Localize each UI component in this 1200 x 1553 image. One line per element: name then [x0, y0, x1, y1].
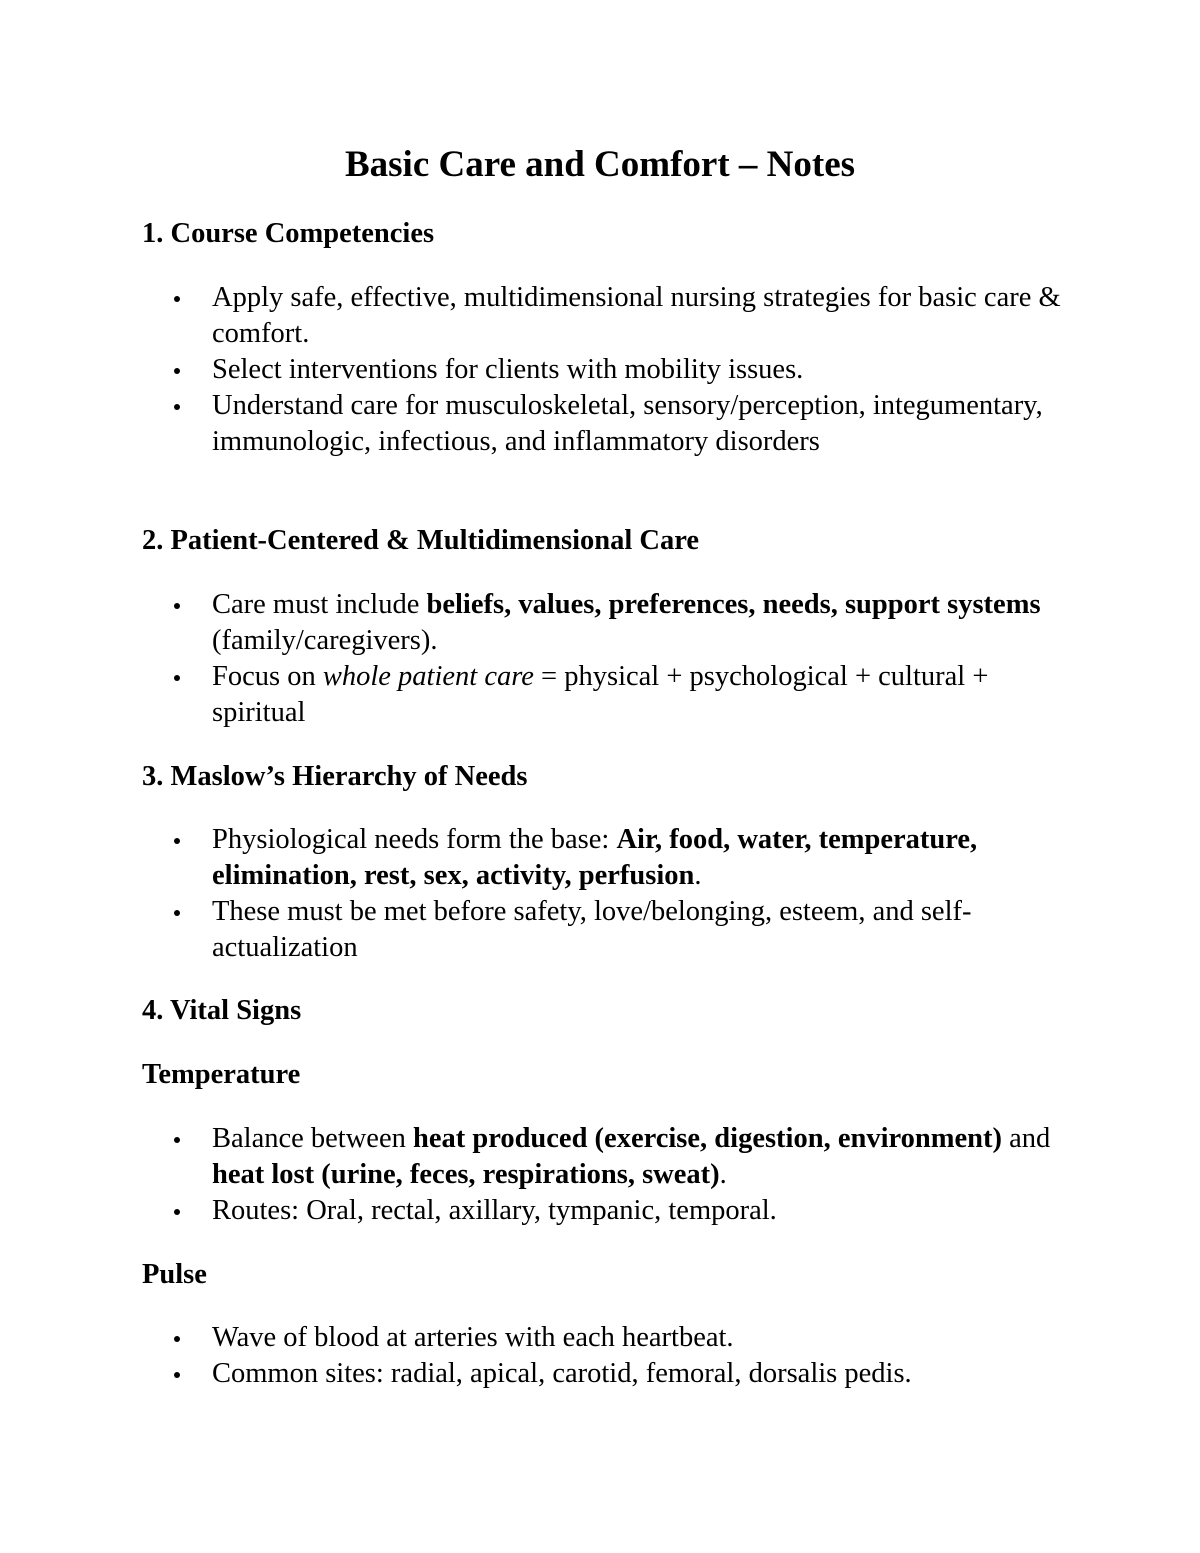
- bullet-text-part: Focus on: [212, 661, 323, 692]
- document-title: Basic Care and Comfort – Notes: [344, 144, 856, 185]
- bullet-icon: [174, 368, 180, 374]
- bullet-text-part: .: [719, 1159, 727, 1190]
- list-item: [172, 1193, 1072, 1229]
- bullet-text-part: Care must include: [212, 589, 427, 620]
- list-item: [172, 280, 1072, 352]
- bullet-text: [212, 589, 1041, 656]
- list-item: [172, 894, 1072, 966]
- list-item: [172, 1356, 1072, 1392]
- bullet-text: Common sites: radial, apical, carotid, femoral, dorsalis pedis.: [212, 1358, 912, 1389]
- bullet-text-bold: heat lost (urine, feces, respirations, sweat): [212, 1159, 720, 1190]
- bullet-text: Apply safe, effective, multidimensional nursing strategies for basic care & comfort.: [212, 282, 1061, 349]
- bullet-text: Wave of blood at arteries with each heartbeat.: [212, 1322, 734, 1353]
- bullet-text-bold: beliefs, values, preferences, needs, support systems: [426, 589, 1041, 620]
- bullet-icon: [174, 404, 180, 410]
- bullet-text: [212, 1123, 1050, 1190]
- bullet-text: Understand care for musculoskeletal, sensory/perception, integumentary, immunologic, infectious, and inflammatory disorders: [212, 390, 1043, 457]
- temperature-list: [172, 1121, 1072, 1229]
- section-heading-course-competencies: 1. Course Competencies: [142, 218, 435, 249]
- bullet-icon: [174, 838, 180, 844]
- section-heading-vital-signs: 4. Vital Signs: [142, 995, 302, 1026]
- bullet-text: Select interventions for clients with mobility issues.: [212, 354, 804, 385]
- list-item: [172, 1320, 1072, 1356]
- bullet-icon: [174, 1372, 180, 1378]
- bullet-text: [212, 661, 988, 728]
- bullet-text-part: (family/caregivers).: [212, 625, 438, 656]
- subheading-pulse: Pulse: [142, 1259, 207, 1290]
- bullet-text-bold: heat produced (exercise, digestion, environment): [412, 1123, 1002, 1154]
- bullet-text-part: .: [694, 860, 702, 891]
- bullet-text: Routes: Oral, rectal, axillary, tympanic, temporal.: [212, 1195, 777, 1226]
- bullet-text-part: = physical + psychological + cultural + spiritual: [212, 661, 989, 728]
- section-heading-maslow: 3. Maslow’s Hierarchy of Needs: [142, 761, 528, 792]
- patient-centered-care-list: [172, 587, 1072, 731]
- bullet-text-part: Balance between: [212, 1123, 413, 1154]
- list-item: [172, 1121, 1072, 1193]
- section-heading-patient-centered-care: 2. Patient-Centered & Multidimensional Care: [142, 525, 700, 556]
- bullet-text: [212, 824, 977, 891]
- bullet-text-bold: Air, food, water, temperature, elimination, rest, sex, activity, perfusion: [212, 824, 978, 891]
- list-item: [172, 352, 1072, 388]
- bullet-icon: [174, 910, 180, 916]
- subheading-temperature: Temperature: [142, 1059, 301, 1090]
- bullet-icon: [174, 1336, 180, 1342]
- bullet-text-part: and: [1001, 1123, 1051, 1154]
- course-competencies-list: [172, 280, 1072, 460]
- bullet-text-italic: whole patient care: [322, 661, 534, 692]
- bullet-text-part: Physiological needs form the base:: [212, 824, 617, 855]
- bullet-icon: [174, 1137, 180, 1143]
- list-item: [172, 587, 1072, 659]
- bullet-icon: [174, 296, 180, 302]
- list-item: [172, 388, 1072, 460]
- bullet-icon: [174, 1209, 180, 1215]
- list-item: [172, 659, 1072, 731]
- pulse-list: [172, 1320, 1072, 1392]
- bullet-icon: [174, 675, 180, 681]
- maslow-list: [172, 822, 1072, 966]
- list-item: [172, 822, 1072, 894]
- bullet-icon: [174, 603, 180, 609]
- bullet-text: These must be met before safety, love/belonging, esteem, and self-actualization: [212, 896, 972, 963]
